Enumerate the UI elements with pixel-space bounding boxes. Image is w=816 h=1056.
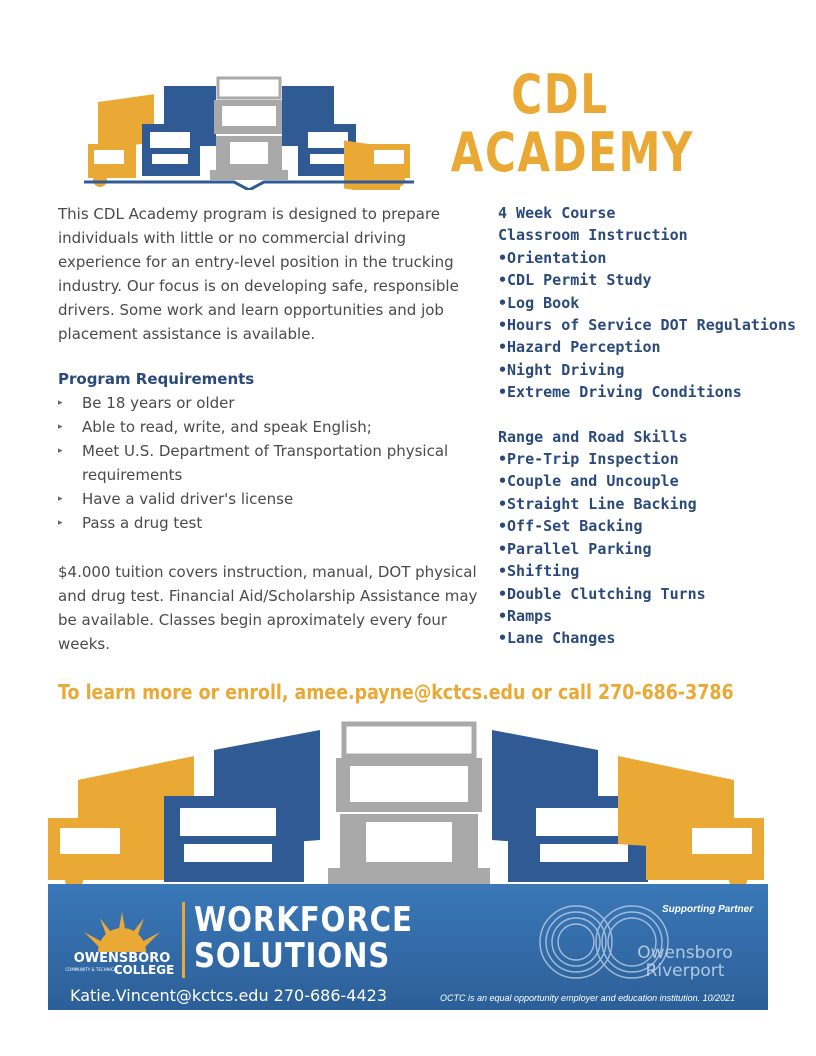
- requirements-list: [58, 391, 488, 535]
- college-logo-line-2: COMMUNITY & TECHNICAL: [65, 967, 119, 972]
- list-item: •Lane Changes: [498, 629, 616, 648]
- supporting-partner-label: Supporting Partner: [662, 904, 754, 915]
- course-length: 4 Week Course: [498, 204, 616, 222]
- workforce-line-2: SOLUTIONS: [194, 936, 391, 976]
- truck-illustration-icon: [48, 724, 764, 888]
- truck-illustration-icon: [84, 78, 414, 190]
- list-item: •Hazard Perception: [498, 338, 661, 357]
- contact-info: Katie.Vincent@kctcs.edu 270-686-4423: [70, 986, 388, 1005]
- list-item: •Double Clutching Turns: [498, 584, 706, 603]
- workforce-solutions-logo: [194, 902, 413, 974]
- partner-line-2: Riverport: [645, 961, 725, 981]
- list-item: ▸ Able to read, write, and speak English;: [58, 415, 488, 439]
- college-logo-line-1: OWENSBORO: [73, 951, 171, 966]
- spacer: [498, 404, 798, 426]
- tuition-paragraph: $4.000 tuition covers instruction, manual, DOT physical and drug test. Financial Aid/Scholarship Assistance may be available. Classes begin aproximately every four weeks.: [58, 563, 478, 653]
- equal-opportunity-statement: OCTC is an equal opportunity employer and education institution. 10/2021: [440, 993, 736, 1003]
- partner-line-1: Owensboro: [637, 943, 733, 963]
- list-item: •Orientation: [498, 248, 607, 267]
- call-to-action: To learn more or enroll, amee.payne@kctcs.edu or call 270-686-3786: [58, 680, 734, 704]
- page-title: [450, 63, 694, 184]
- list-item: •Log Book: [498, 293, 580, 312]
- list-item: •Shifting: [498, 562, 580, 581]
- requirements-heading: Program Requirements: [58, 370, 255, 388]
- range-heading: Range and Road Skills: [498, 427, 688, 446]
- list-item: •Night Driving: [498, 360, 625, 379]
- list-item: ▸ Be 18 years or older: [58, 391, 488, 415]
- title-line-2: ACADEMY: [450, 121, 694, 184]
- owensboro-sun-logo-icon: [62, 904, 182, 984]
- list-item: •Straight Line Backing: [498, 494, 697, 513]
- workforce-line-1: WORKFORCE: [194, 900, 413, 940]
- trucks-illustration-bottom: [44, 720, 768, 888]
- list-item: •Extreme Driving Conditions: [498, 383, 742, 402]
- list-item: ▸ Have a valid driver's license: [58, 487, 488, 511]
- list-item: •Hours of Service DOT Regulations: [498, 316, 797, 335]
- title-line-1: CDL: [511, 63, 609, 126]
- riverport-name: [610, 944, 760, 980]
- list-item: •CDL Permit Study: [498, 271, 652, 290]
- list-item: ▸ Meet U.S. Department of Transportation physical requirements: [58, 439, 488, 487]
- classroom-heading: Classroom Instruction: [498, 226, 688, 245]
- footer-divider: [182, 902, 185, 978]
- list-item: •Pre-Trip Inspection: [498, 450, 679, 469]
- course-outline: [498, 202, 798, 650]
- trucks-illustration-top: [84, 74, 414, 190]
- college-logo-line-3: COLLEGE: [113, 963, 175, 977]
- list-item: •Couple and Uncouple: [498, 472, 679, 491]
- list-item: ▸ Pass a drug test: [58, 511, 488, 535]
- list-item: •Ramps: [498, 606, 553, 625]
- list-item: •Parallel Parking: [498, 539, 652, 558]
- intro-paragraph: This CDL Academy program is designed to prepare individuals with little or no commercial driving experience for an entry-level position in the trucking industry. Our focus is on developing safe, responsible drivers. Some work and learn opportunities and job placement assistance is available.: [58, 205, 459, 343]
- list-item: •Off-Set Backing: [498, 517, 643, 536]
